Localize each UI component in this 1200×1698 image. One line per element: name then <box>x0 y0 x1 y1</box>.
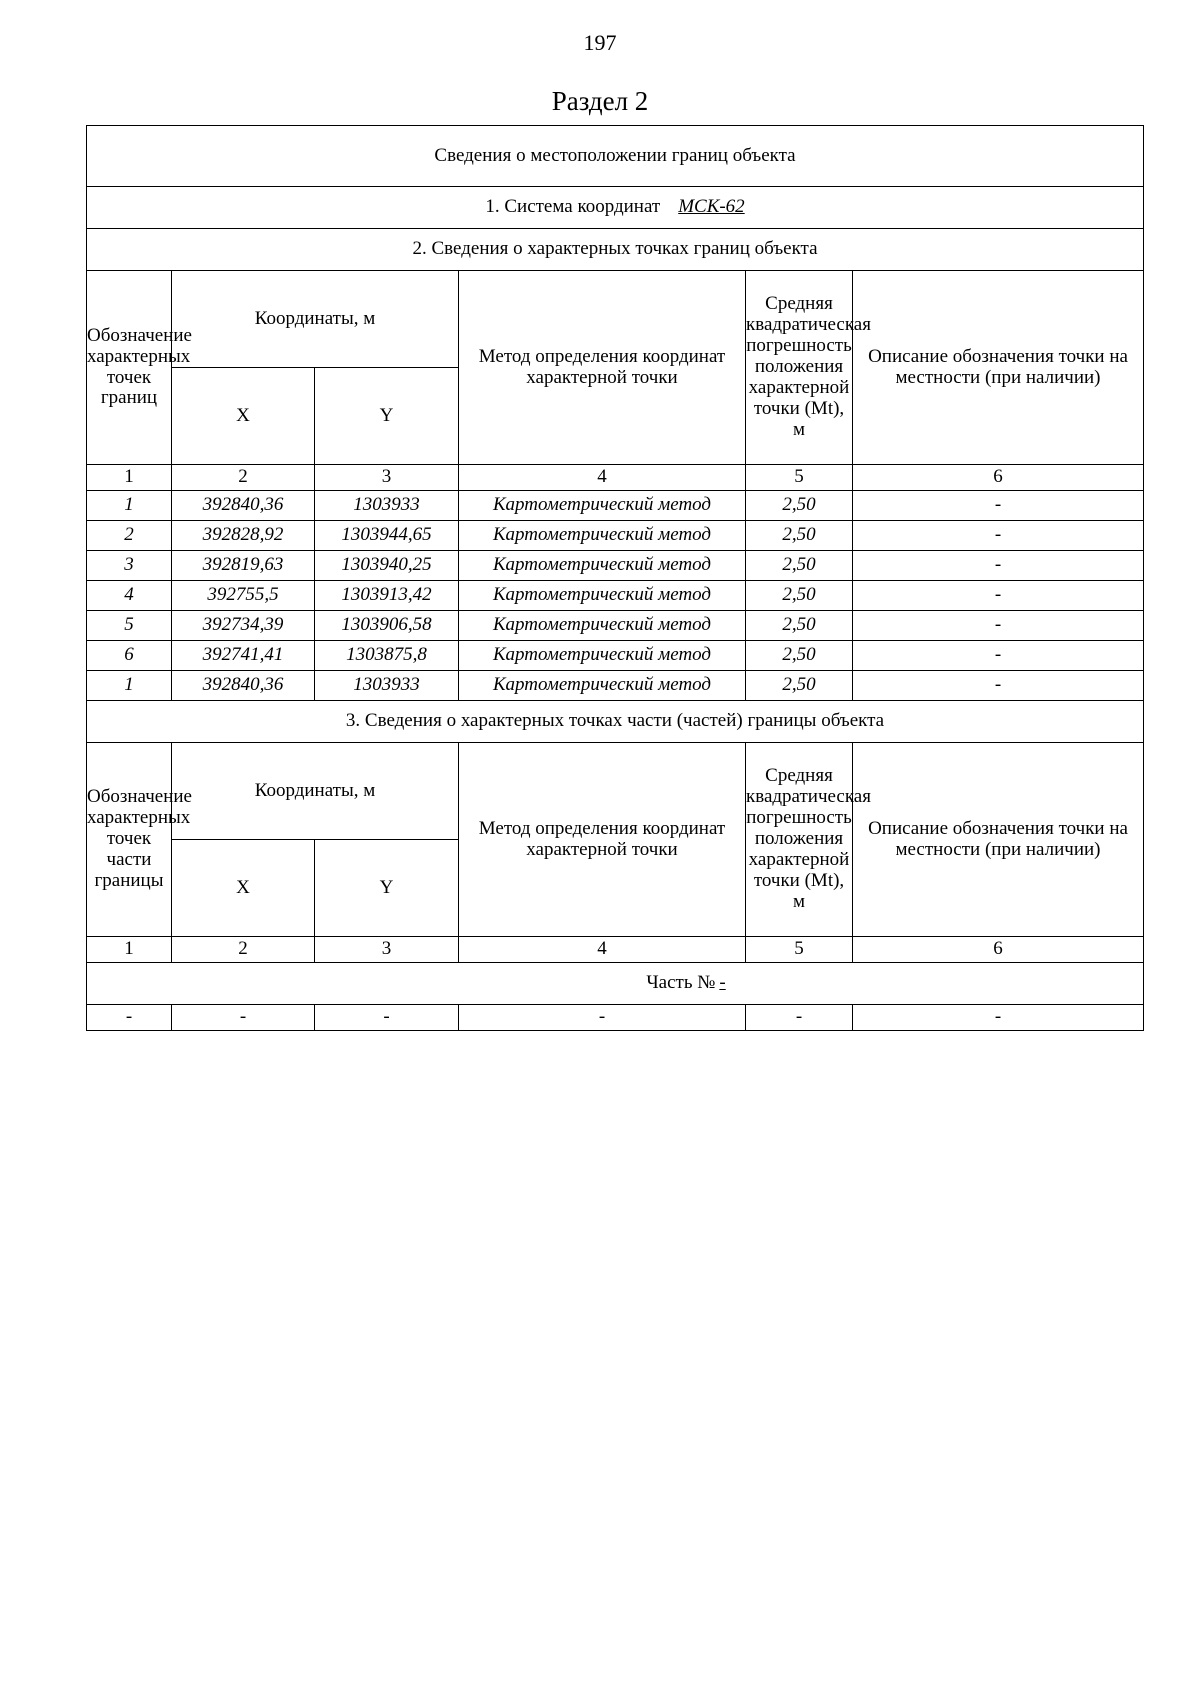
cell-point: 3 <box>87 551 172 581</box>
table-row <box>87 611 1144 641</box>
cell-x: 392734,39 <box>172 611 315 641</box>
cell-error: 2,50 <box>746 641 853 671</box>
cell-y: 1303940,25 <box>315 551 459 581</box>
table-title-row <box>87 126 1144 187</box>
cell-method: Картометрический метод <box>459 491 746 521</box>
cell-error: 2,50 <box>746 551 853 581</box>
cell-x: 392755,5 <box>172 581 315 611</box>
header-y: Y <box>315 840 459 937</box>
header-description: Описание обозначения точки на местности (при наличии) <box>853 271 1144 465</box>
coord-system-label: 1. Система координат <box>485 196 661 218</box>
cell-desc: - <box>853 581 1144 611</box>
table-row <box>87 521 1144 551</box>
column-number: 3 <box>315 937 459 963</box>
part-cell: - <box>746 1005 853 1031</box>
section3-title-row <box>87 701 1144 743</box>
header-x: X <box>172 840 315 937</box>
part-cell: - <box>172 1005 315 1031</box>
cell-x: 392819,63 <box>172 551 315 581</box>
cell-y: 1303933 <box>315 491 459 521</box>
cell-error: 2,50 <box>746 491 853 521</box>
column-number: 2 <box>172 937 315 963</box>
cell-desc: - <box>853 671 1144 701</box>
cell-x: 392741,41 <box>172 641 315 671</box>
page-number: 197 <box>583 30 617 55</box>
table-row <box>87 551 1144 581</box>
part-cell: - <box>853 1005 1144 1031</box>
section2-title: 2. Сведения о характерных точках границ объекта <box>87 229 1144 271</box>
cell-desc: - <box>853 521 1144 551</box>
column-number: 4 <box>459 937 746 963</box>
cell-point: 5 <box>87 611 172 641</box>
section2-column-numbers <box>87 465 1144 491</box>
table-title: Сведения о местоположении границ объекта <box>87 126 1144 187</box>
boundary-table <box>86 125 1144 1031</box>
cell-x: 392840,36 <box>172 671 315 701</box>
cell-y: 1303944,65 <box>315 521 459 551</box>
table-row <box>87 671 1144 701</box>
cell-point: 1 <box>87 671 172 701</box>
section2-title-row <box>87 229 1144 271</box>
cell-point: 2 <box>87 521 172 551</box>
part-data-row <box>87 1005 1144 1031</box>
section3-column-numbers <box>87 937 1144 963</box>
part-row <box>87 963 1144 1005</box>
section3-title: 3. Сведения о характерных точках части (частей) границы объекта <box>87 701 1144 743</box>
column-number: 3 <box>315 465 459 491</box>
header-error: Средняя квадратическая погрешность положения характерной точки (Mt), м <box>746 271 853 465</box>
column-number: 5 <box>746 465 853 491</box>
header-method: Метод определения координат характерной точки <box>459 743 746 937</box>
section2-header-row-1 <box>87 271 1144 368</box>
cell-y: 1303906,58 <box>315 611 459 641</box>
coord-system-row <box>87 187 1144 229</box>
column-number: 2 <box>172 465 315 491</box>
cell-y: 1303933 <box>315 671 459 701</box>
cell-method: Картометрический метод <box>459 581 746 611</box>
coord-system-cell <box>87 187 1144 229</box>
part-label-cell <box>87 963 1144 1005</box>
part-cell: - <box>459 1005 746 1031</box>
cell-desc: - <box>853 491 1144 521</box>
cell-y: 1303913,42 <box>315 581 459 611</box>
part-label: Часть № <box>646 972 716 994</box>
part-cell: - <box>315 1005 459 1031</box>
table-row <box>87 641 1144 671</box>
cell-y: 1303875,8 <box>315 641 459 671</box>
column-number: 4 <box>459 465 746 491</box>
header-x: X <box>172 368 315 465</box>
cell-method: Картометрический метод <box>459 551 746 581</box>
column-number: 1 <box>87 937 172 963</box>
column-number: 6 <box>853 465 1144 491</box>
cell-method: Картометрический метод <box>459 521 746 551</box>
cell-error: 2,50 <box>746 671 853 701</box>
header-description: Описание обозначения точки на местности (при наличии) <box>853 743 1144 937</box>
part-cell: - <box>87 1005 172 1031</box>
header-error: Средняя квадратическая погрешность положения характерной точки (Mt), м <box>746 743 853 937</box>
header-y: Y <box>315 368 459 465</box>
section3-header-row-1 <box>87 743 1144 840</box>
header-part-point-designation: Обозначение характерных точек части границы <box>87 743 172 937</box>
header-method: Метод определения координат характерной точки <box>459 271 746 465</box>
cell-error: 2,50 <box>746 611 853 641</box>
cell-error: 2,50 <box>746 521 853 551</box>
cell-method: Картометрический метод <box>459 611 746 641</box>
part-value: - <box>719 972 726 994</box>
cell-point: 4 <box>87 581 172 611</box>
cell-desc: - <box>853 611 1144 641</box>
header-coordinates: Координаты, м <box>172 271 459 368</box>
table-row <box>87 581 1144 611</box>
cell-method: Картометрический метод <box>459 671 746 701</box>
section-title: Раздел 2 <box>551 86 649 116</box>
coord-system-value: МСК-62 <box>678 196 745 218</box>
cell-error: 2,50 <box>746 581 853 611</box>
cell-x: 392828,92 <box>172 521 315 551</box>
cell-point: 6 <box>87 641 172 671</box>
cell-desc: - <box>853 551 1144 581</box>
column-number: 5 <box>746 937 853 963</box>
cell-desc: - <box>853 641 1144 671</box>
table-row <box>87 491 1144 521</box>
cell-method: Картометрический метод <box>459 641 746 671</box>
cell-point: 1 <box>87 491 172 521</box>
header-coordinates: Координаты, м <box>172 743 459 840</box>
cell-x: 392840,36 <box>172 491 315 521</box>
header-point-designation: Обозначение характерных точек границ <box>87 271 172 465</box>
column-number: 6 <box>853 937 1144 963</box>
column-number: 1 <box>87 465 172 491</box>
